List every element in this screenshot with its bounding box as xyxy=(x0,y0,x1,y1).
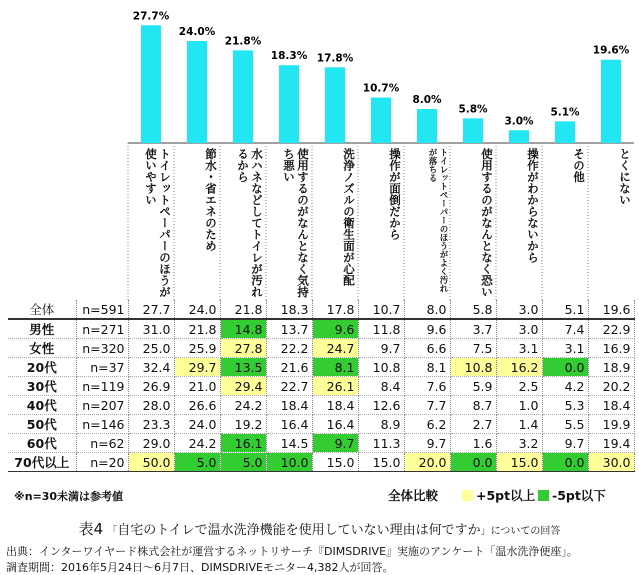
table-cell: 15.0 xyxy=(312,453,358,472)
table-cell: 29.7 xyxy=(174,358,220,377)
table-cell: 18.3 xyxy=(266,300,312,319)
table-cell: 18.4 xyxy=(266,396,312,415)
table-cell: 16.2 xyxy=(496,358,542,377)
category-label-5: 洗浄ノズルの衛生面が心配 xyxy=(342,148,356,286)
table-cell: 8.1 xyxy=(312,358,358,377)
footnote: ※n=30未満は参考値 xyxy=(14,490,124,503)
row-n: n=146 xyxy=(76,415,128,434)
table-cell: 22.9 xyxy=(588,319,634,339)
bar-label-6: 10.7% xyxy=(362,82,400,95)
table-cell: 4.2 xyxy=(542,377,588,396)
row-group: 70代以上 xyxy=(8,453,76,472)
bar-3 xyxy=(233,50,253,143)
bar-8 xyxy=(463,118,483,143)
bar-label-1: 27.7% xyxy=(132,10,170,23)
row-n: n=20 xyxy=(76,453,128,472)
table-cell: 9.7 xyxy=(312,434,358,453)
bar-1 xyxy=(141,25,161,143)
table-cell: 10.7 xyxy=(358,300,404,319)
category-label-1: トイレットペーパーのほうが使いやすい xyxy=(144,148,172,298)
legend-plus-swatch xyxy=(462,490,473,501)
table-row xyxy=(8,339,634,358)
table-cell: 2.7 xyxy=(450,415,496,434)
table-cell: 6.6 xyxy=(404,339,450,358)
bar-6 xyxy=(371,98,391,143)
table-row xyxy=(8,415,634,434)
table-cell: 29.4 xyxy=(220,377,266,396)
row-group: 女性 xyxy=(8,339,76,358)
table-cell: 18.9 xyxy=(588,358,634,377)
table-row xyxy=(8,377,634,396)
table-cell: 7.4 xyxy=(542,319,588,339)
caption-close: 」 xyxy=(480,526,491,537)
bar-10 xyxy=(555,121,575,143)
category-label-7: トイレットペーパーのほうがよく汚れが落ちる xyxy=(427,148,448,293)
table-cell: 21.8 xyxy=(174,319,220,339)
table-cell: 24.2 xyxy=(174,434,220,453)
table-cell: 19.6 xyxy=(588,300,634,319)
source-line-1: 出典：インターワイヤード株式会社が運営するネットリサーチ『DIMSDRIVE』実施のアンケート「温水洗浄便座」。 xyxy=(6,545,578,558)
table-cell: 0.0 xyxy=(542,453,588,472)
table-cell: 10.8 xyxy=(358,358,404,377)
bar-label-7: 8.0% xyxy=(412,94,442,106)
table-cell: 15.0 xyxy=(358,453,404,472)
table-cell: 25.9 xyxy=(174,339,220,358)
row-group: 全体 xyxy=(8,300,76,319)
row-n: n=320 xyxy=(76,339,128,358)
table-cell: 9.6 xyxy=(404,319,450,339)
table-cell: 13.7 xyxy=(266,319,312,339)
table-cell: 24.0 xyxy=(174,300,220,319)
table-cell: 32.4 xyxy=(128,358,174,377)
table-cell: 5.9 xyxy=(450,377,496,396)
table-cell: 3.1 xyxy=(496,339,542,358)
table-caption xyxy=(0,518,639,539)
row-n: n=207 xyxy=(76,396,128,415)
table-cell: 19.4 xyxy=(588,434,634,453)
table-cell: 10.0 xyxy=(266,453,312,472)
table-cell: 3.0 xyxy=(496,300,542,319)
table-cell: 1.6 xyxy=(450,434,496,453)
table-cell: 5.5 xyxy=(542,415,588,434)
table-cell: 19.9 xyxy=(588,415,634,434)
legend-minus xyxy=(538,486,606,504)
legend-title: 全体比較 xyxy=(388,488,439,503)
table-cell: 21.8 xyxy=(220,300,266,319)
table-cell: 27.7 xyxy=(128,300,174,319)
bar-label-10: 5.1% xyxy=(550,106,580,119)
table-cell: 3.0 xyxy=(496,319,542,339)
table-cell: 20.0 xyxy=(404,453,450,472)
table-cell: 3.7 xyxy=(450,319,496,339)
table-cell: 28.0 xyxy=(128,396,174,415)
table-cell: 2.5 xyxy=(496,377,542,396)
category-label-2: 節水・省エネのため xyxy=(204,148,218,252)
row-n: n=37 xyxy=(76,358,128,377)
table-cell: 7.5 xyxy=(450,339,496,358)
table-row xyxy=(8,358,634,377)
caption-open: 「 xyxy=(107,526,118,537)
table-cell: 8.9 xyxy=(358,415,404,434)
table-cell: 22.7 xyxy=(266,377,312,396)
table-cell: 3.1 xyxy=(542,339,588,358)
table-row xyxy=(8,319,634,339)
category-label-9: 操作がわからないから xyxy=(526,148,540,263)
table-cell: 26.6 xyxy=(174,396,220,415)
data-table xyxy=(8,300,635,472)
table-cell: 25.0 xyxy=(128,339,174,358)
table-cell: 27.8 xyxy=(220,339,266,358)
table-cell: 9.6 xyxy=(312,319,358,339)
table-row xyxy=(8,453,634,472)
table-cell: 5.3 xyxy=(542,396,588,415)
table-cell: 8.1 xyxy=(404,358,450,377)
bar-9 xyxy=(509,130,529,143)
table-cell: 10.8 xyxy=(450,358,496,377)
row-n: n=271 xyxy=(76,319,128,339)
table-cell: 3.2 xyxy=(496,434,542,453)
table-cell: 18.4 xyxy=(312,396,358,415)
category-label-3: 水ハネなどしてトイレが汚れるから xyxy=(236,148,264,298)
row-group: 男性 xyxy=(8,319,76,339)
caption-prefix: 表4 xyxy=(78,520,104,538)
table-cell: 0.0 xyxy=(450,453,496,472)
table-cell: 14.8 xyxy=(220,319,266,339)
row-n: n=62 xyxy=(76,434,128,453)
table-cell: 8.7 xyxy=(450,396,496,415)
table-cell: 16.9 xyxy=(588,339,634,358)
table-row xyxy=(8,434,634,453)
table-cell: 15.0 xyxy=(496,453,542,472)
row-n: n=591 xyxy=(76,300,128,319)
table-cell: 14.5 xyxy=(266,434,312,453)
legend-plus-label: +5pt以上 xyxy=(476,488,536,503)
table-cell: 24.2 xyxy=(220,396,266,415)
table-cell: 31.0 xyxy=(128,319,174,339)
bar-11 xyxy=(601,60,621,143)
row-group: 50代 xyxy=(8,415,76,434)
table-cell: 23.3 xyxy=(128,415,174,434)
category-label-8: 使用するのがなんとなく恐い xyxy=(480,148,494,298)
table-cell: 1.0 xyxy=(496,396,542,415)
table-cell: 16.4 xyxy=(312,415,358,434)
table-cell: 7.6 xyxy=(404,377,450,396)
caption-suffix: についての回答 xyxy=(490,526,561,537)
table-cell: 29.0 xyxy=(128,434,174,453)
table-cell: 7.7 xyxy=(404,396,450,415)
caption-main: 自宅のトイレで温水洗浄機能を使用していない理由は何ですか xyxy=(117,523,481,538)
table-cell: 26.9 xyxy=(128,377,174,396)
bar-label-9: 3.0% xyxy=(504,115,534,128)
bar-label-8: 5.8% xyxy=(458,103,488,116)
bar-2 xyxy=(187,41,207,143)
bar-7 xyxy=(417,109,437,143)
table-cell: 0.0 xyxy=(542,358,588,377)
legend-minus-label: -5pt以下 xyxy=(552,488,606,503)
table-cell: 26.1 xyxy=(312,377,358,396)
bar-5 xyxy=(325,67,345,143)
row-n: n=119 xyxy=(76,377,128,396)
category-label-4: 使用するのがなんとなく気持ち悪い xyxy=(282,148,310,298)
row-group: 40代 xyxy=(8,396,76,415)
table-row xyxy=(8,300,634,319)
table-cell: 5.8 xyxy=(450,300,496,319)
table-cell: 9.7 xyxy=(404,434,450,453)
table-cell: 19.2 xyxy=(220,415,266,434)
table-cell: 17.8 xyxy=(312,300,358,319)
bar-label-2: 24.0% xyxy=(178,26,216,38)
table-cell: 21.0 xyxy=(174,377,220,396)
legend-plus xyxy=(462,486,535,504)
bar-label-11: 19.6% xyxy=(592,44,630,57)
table-cell: 21.6 xyxy=(266,358,312,377)
table-cell: 16.4 xyxy=(266,415,312,434)
category-label-11: とくにない xyxy=(618,148,632,206)
table-cell: 22.2 xyxy=(266,339,312,358)
legend-minus-swatch xyxy=(538,490,549,501)
category-label-6: 操作が面倒だから xyxy=(388,148,402,240)
table-cell: 5.1 xyxy=(542,300,588,319)
table-cell: 11.8 xyxy=(358,319,404,339)
table-cell: 1.4 xyxy=(496,415,542,434)
table-cell: 24.0 xyxy=(174,415,220,434)
table-cell: 11.3 xyxy=(358,434,404,453)
row-group: 20代 xyxy=(8,358,76,377)
category-label-10: その他 xyxy=(572,148,586,183)
table-cell: 24.7 xyxy=(312,339,358,358)
table-cell: 12.6 xyxy=(358,396,404,415)
row-group: 30代 xyxy=(8,377,76,396)
bar-4 xyxy=(279,65,299,143)
table-row xyxy=(8,396,634,415)
table-cell: 20.2 xyxy=(588,377,634,396)
table-cell: 30.0 xyxy=(588,453,634,472)
table-cell: 8.4 xyxy=(358,377,404,396)
table-cell: 13.5 xyxy=(220,358,266,377)
bar-label-4: 18.3% xyxy=(270,50,308,63)
source-line-2: 調査期間：2016年5月24日～6月7日、DIMSDRIVEモニター4,382人が回答。 xyxy=(6,561,394,574)
bar-label-3: 21.8% xyxy=(224,35,262,48)
table-cell: 9.7 xyxy=(542,434,588,453)
table-cell: 5.0 xyxy=(220,453,266,472)
row-group: 60代 xyxy=(8,434,76,453)
bar-label-5: 17.8% xyxy=(316,52,354,65)
table-cell: 6.2 xyxy=(404,415,450,434)
table-cell: 16.1 xyxy=(220,434,266,453)
table-cell: 50.0 xyxy=(128,453,174,472)
table-cell: 8.0 xyxy=(404,300,450,319)
table-cell: 5.0 xyxy=(174,453,220,472)
table-cell: 18.4 xyxy=(588,396,634,415)
table-cell: 9.7 xyxy=(358,339,404,358)
